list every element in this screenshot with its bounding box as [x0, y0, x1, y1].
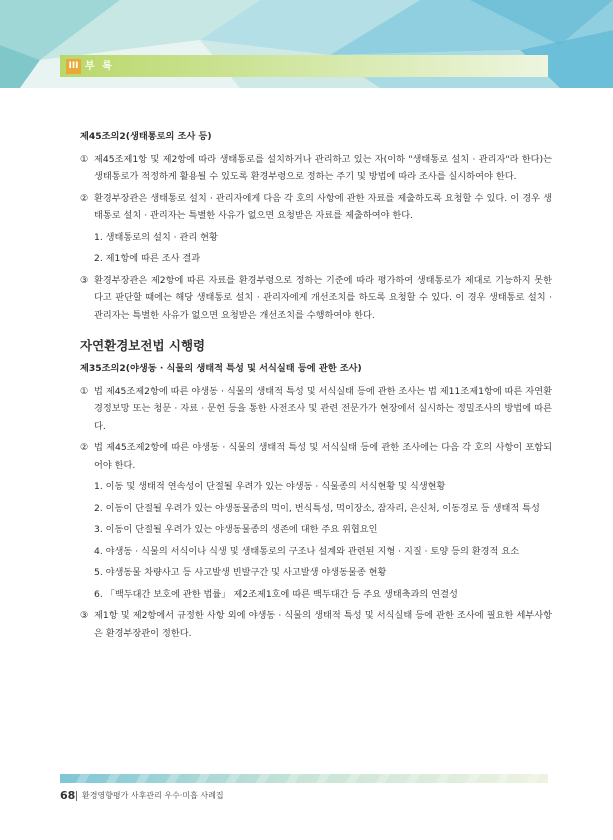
article-heading: 제45조의2(생태통로의 조사 등) [80, 131, 212, 142]
paragraph-item [80, 607, 552, 642]
paragraph-item [80, 151, 552, 186]
paragraph-item [80, 439, 552, 474]
item-number: ② [80, 192, 89, 204]
law-title: 자연환경보전법 시행령 [80, 338, 206, 353]
item-number: ③ [80, 274, 89, 286]
item-number: ③ [80, 610, 89, 621]
sub-item: 1. 생태통로의 설치 · 관리 현황 [94, 231, 218, 243]
item-number: ② [80, 442, 89, 453]
sub-item: 6. 「백두대간 보호에 관한 법률」 제2조제1호에 따른 백두대간 등 주요 생태축과의 연결성 [94, 588, 458, 600]
sub-item: 4. 야생동 · 식물의 서식이나 식생 및 생태통로의 구조나 설계와 관련된 지형 · 지질 · 토양 등의 환경적 요소 [94, 545, 520, 557]
item-text: 환경부장관은 제2항에 따른 자료를 환경부령으로 정하는 기준에 따라 평가하여 생태통로가 제대로 기능하지 못한다고 판단할 때에는 해당 생태통로 설치 · 관리자에게 개선조치를 하도록 요청할 수 있다. 이 경우 생태통로 설치 · 관리자는 특별한 사유가 없으면 요청받은 개선조치를 수행하여야 한다. [94, 274, 552, 321]
item-text: 제1항 및 제2항에서 규정한 사항 외에 야생동 · 식물의 생태적 특성 및 서식실태 등에 관한 조사에 필요한 세부사항은 환경부장관이 정한다. [94, 610, 552, 639]
sub-item: 2. 이동이 단절될 우려가 있는 야생동물종의 먹이, 번식특성, 먹이장소, 잠자리, 은신처, 이동경로 등 생태적 특성 [94, 502, 540, 514]
sub-item: 1. 이동 및 생태적 연속성이 단절될 우려가 있는 야생동 · 식물종의 서식현황 및 식생현황 [94, 481, 446, 492]
footer-title: 환경영향평가 사후관리 우수·미흡 사례집 [82, 791, 224, 800]
footer-divider [76, 791, 77, 801]
article-heading: 제35조의2(야생동 · 식물의 생태적 특성 및 서식실태 등에 관한 조사) [80, 363, 362, 374]
paragraph-item [80, 383, 552, 436]
document-body [80, 128, 552, 646]
chapter-mark: III [66, 59, 81, 74]
item-text: 제45조제1항 및 제2항에 따라 생태통로를 설치하거나 관리하고 있는 자(이하 "생태통로 설치 · 관리자"라 한다)는 생태통로가 적정하게 활용될 수 있도록 환경부령으로 정하는 주기 및 방법에 따라 조사를 실시하여야 한다. [94, 153, 552, 182]
sub-item: 2. 제1항에 따른 조사 결과 [94, 253, 201, 264]
item-text: 환경부장관은 생태통로 설치 · 관리자에게 다음 각 호의 사항에 관한 자료를 제출하도록 요청할 수 있다. 이 경우 생태통로 설치 · 관리자는 특별한 사유가 없으면 요청받은 자료를 제출하여야 한다. [94, 192, 552, 221]
item-text: 법 제45조제2항에 따른 야생동 · 식물의 생태적 특성 및 서식실태 등에 관한 조사에는 다음 각 호의 사항이 포함되어야 한다. [94, 442, 552, 471]
page-number: 68 [60, 789, 76, 802]
chapter-label: 부 록 [85, 61, 114, 72]
item-number: ① [80, 385, 89, 397]
paragraph-item [80, 272, 552, 325]
item-text: 법 제45조제2항에 따른 야생동 · 식물의 생태적 특성 및 서식실태 등에 관한 조사는 법 제11조제1항에 따른 자연환경정보망 또는 청문 · 자료 · 문헌 등을 통한 사전조사 및 관련 전문가가 현장에서 실시하는 정밀조사의 방법에 따른다. [94, 385, 552, 432]
sub-item: 3. 이동이 단절될 우려가 있는 야생동물종의 생존에 대한 주요 위협요인 [94, 524, 378, 535]
chapter-tab-bar [60, 55, 548, 77]
footer-bar [60, 774, 548, 783]
paragraph-item [80, 190, 552, 225]
sub-item: 5. 야생동물 차량사고 등 사고발생 빈발구간 및 사고발생 야생동물종 현황 [94, 567, 387, 578]
item-number: ① [80, 153, 89, 165]
